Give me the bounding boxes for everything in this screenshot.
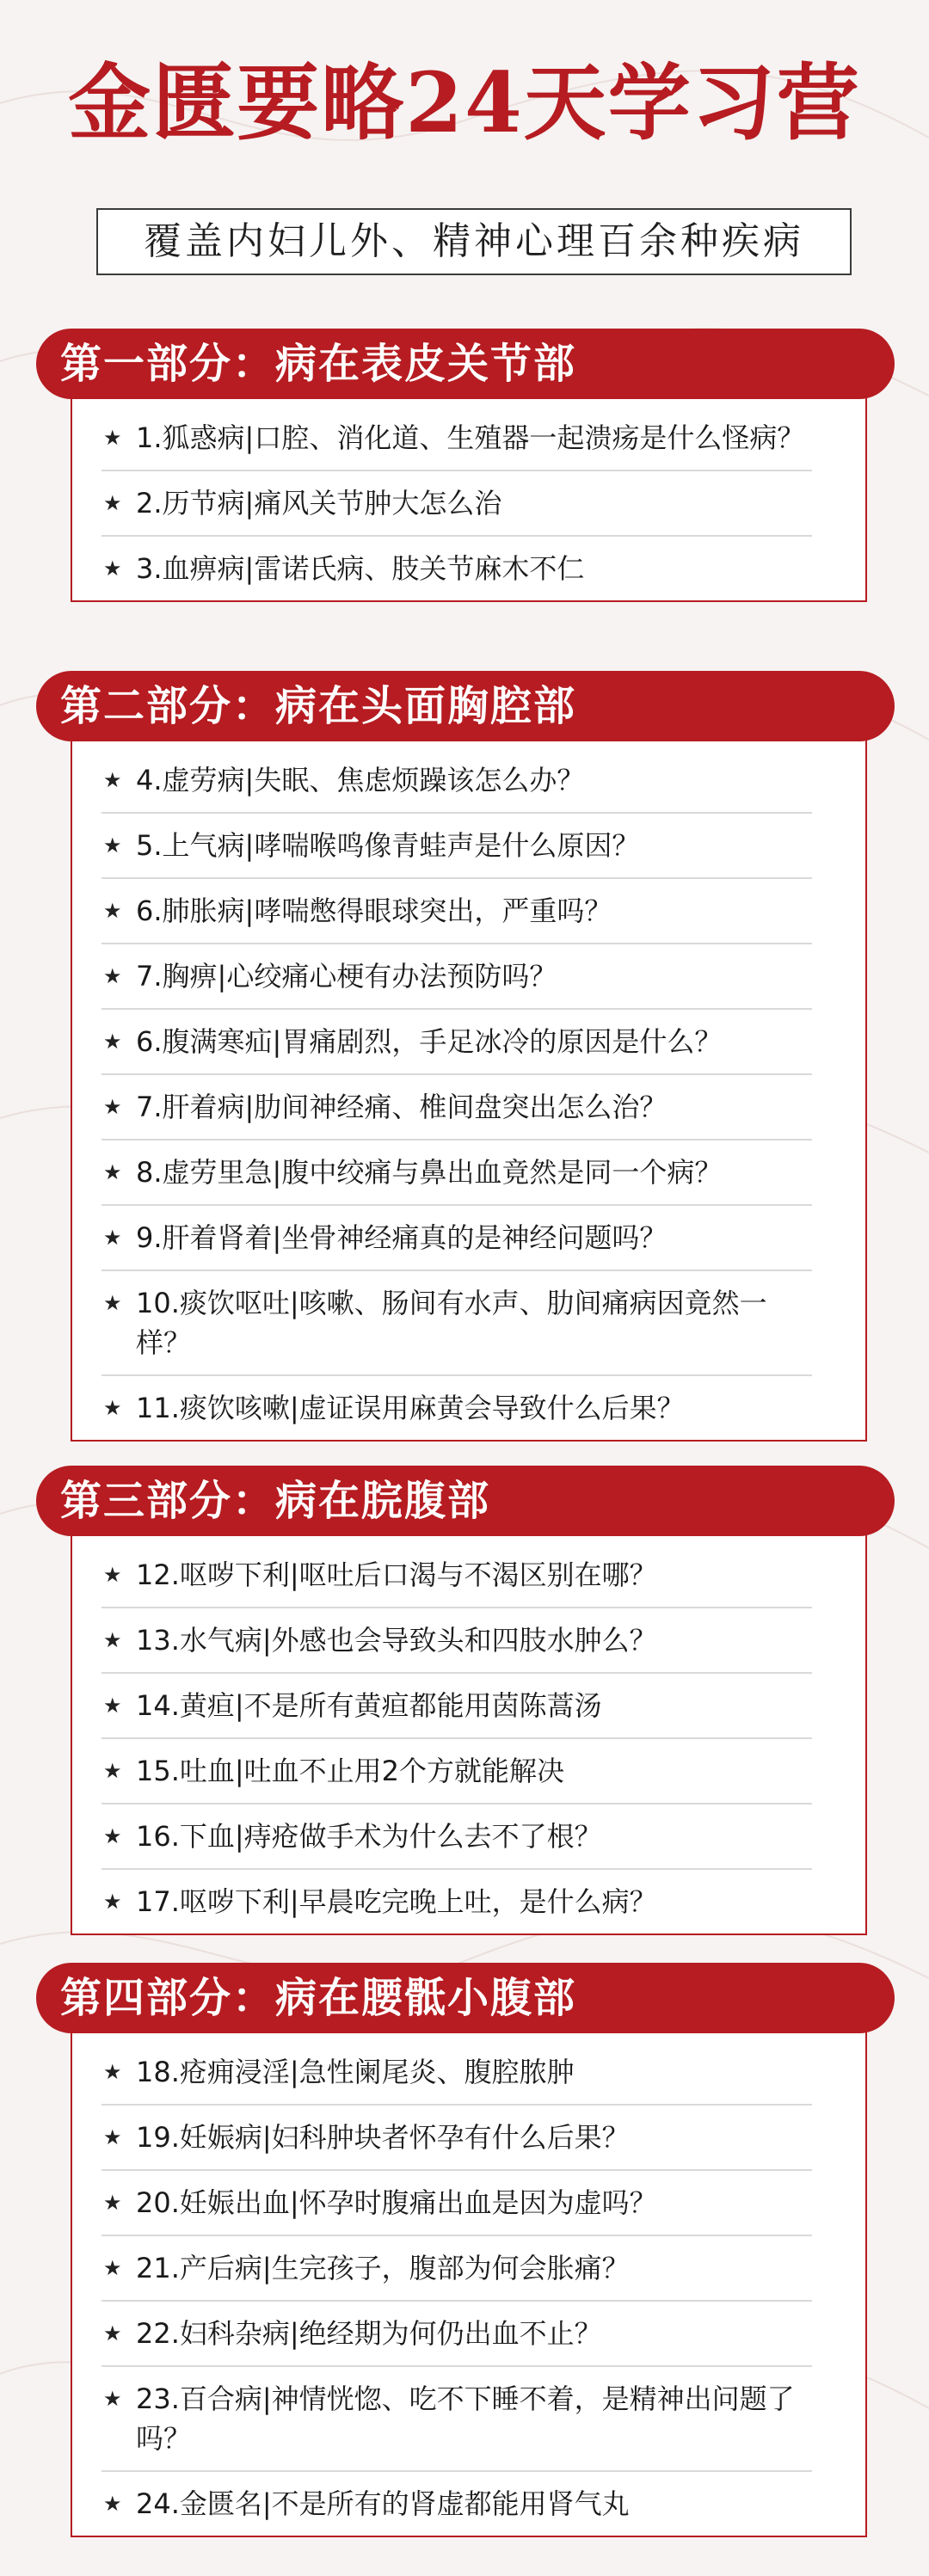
star-icon: ★: [103, 1291, 122, 1315]
list-item: [102, 748, 812, 814]
star-icon: ★: [103, 964, 122, 988]
star-icon: ★: [103, 491, 122, 515]
star-icon: ★: [103, 1628, 122, 1652]
item-text: 21.产后病|生完孩子，腹部为何会胀痛？: [136, 2252, 630, 2284]
star-icon: ★: [103, 2387, 122, 2411]
item-text: 7.胸痹|心绞痛心梗有办法预防吗？: [136, 960, 557, 993]
item-text: 6.肺胀病|哮喘憋得眼球突出，严重吗？: [136, 895, 612, 927]
item-text: 12.呕哕下利|呕吐后口渴与不渴区别在哪？: [136, 1559, 657, 1591]
item-text: 18.疮痈浸淫|急性阑尾炎、腹腔脓肿: [136, 2056, 575, 2088]
section-header: 第一部分：病在表皮关节部: [36, 329, 895, 399]
list-item: [102, 1075, 812, 1140]
item-text: 6.腹满寒疝|胃痛剧烈，手足冰冷的原因是什么？: [136, 1025, 723, 1058]
item-text: 15.吐血|吐血不止用2个方就能解决: [136, 1755, 565, 1787]
star-icon: ★: [103, 2191, 122, 2215]
item-text: 8.虚劳里急|腹中绞痛与鼻出血竟然是同一个病？: [136, 1156, 723, 1189]
section-body: [71, 721, 867, 1442]
item-text: 22.妇科杂病|绝经期为何仍出血不止？: [136, 2317, 602, 2350]
section-body: [71, 2013, 867, 2537]
star-icon: ★: [103, 2125, 122, 2149]
item-text: 10.痰饮呕吐|咳嗽、肠间有水声、肋间痛病因竟然一样？: [136, 1287, 767, 1359]
subtitle-box: 覆盖内妇儿外、精神心理百余种疾病: [96, 208, 852, 275]
item-text: 19.妊娠病|妇科肿块者怀孕有什么后果？: [136, 2121, 630, 2154]
item-text: 5.上气病|哮喘喉鸣像青蛙声是什么原因？: [136, 829, 640, 862]
list-item: [102, 1674, 812, 1739]
item-text: 23.百合病|神情恍惚、吃不下睡不着，是精神出问题了吗？: [136, 2382, 795, 2455]
item-text: 13.水气病|外感也会导致头和四肢水肿么？: [136, 1624, 657, 1657]
section-body: [71, 378, 867, 602]
star-icon: ★: [103, 426, 122, 450]
list-item: [102, 471, 812, 537]
list-item: [102, 2302, 812, 2367]
list-item: [102, 1870, 812, 1934]
list-item: [102, 537, 812, 600]
list-item: [102, 1010, 812, 1075]
star-icon: ★: [103, 1160, 122, 1184]
list-item: [102, 1376, 812, 1440]
star-icon: ★: [103, 1694, 122, 1718]
list-item: [102, 406, 812, 471]
star-icon: ★: [103, 2256, 122, 2280]
item-text: 9.肝着肾着|坐骨神经痛真的是神经问题吗？: [136, 1221, 668, 1254]
list-item: [102, 1608, 812, 1674]
list-item: [102, 2236, 812, 2302]
star-icon: ★: [103, 899, 122, 923]
star-icon: ★: [103, 1563, 122, 1587]
list-item: [102, 1271, 812, 1376]
list-item: [102, 2040, 812, 2106]
page-title: 金匮要略24天学习营: [68, 54, 861, 151]
list-item: [102, 2367, 812, 2472]
star-icon: ★: [103, 1226, 122, 1250]
list-item: [102, 1140, 812, 1206]
star-icon: ★: [103, 1824, 122, 1848]
list-item: [102, 1739, 812, 1804]
item-text: 16.下血|痔疮做手术为什么去不了根？: [136, 1820, 602, 1853]
section-header: 第三部分：病在脘腹部: [36, 1466, 895, 1536]
item-text: 1.狐惑病|口腔、消化道、生殖器一起溃疡是什么怪病？: [136, 421, 805, 454]
list-item: [102, 1804, 812, 1870]
star-icon: ★: [103, 833, 122, 858]
item-text: 4.虚劳病|失眠、焦虑烦躁该怎么办？: [136, 764, 585, 796]
list-item: [102, 1543, 812, 1608]
star-icon: ★: [103, 2492, 122, 2516]
item-text: 17.呕哕下利|早晨吃完晚上吐，是什么病？: [136, 1885, 657, 1918]
section-header: 第二部分：病在头面胸腔部: [36, 671, 895, 741]
list-item: [102, 814, 812, 879]
star-icon: ★: [103, 1030, 122, 1054]
section-header: 第四部分：病在腰骶小腹部: [36, 1963, 895, 2033]
star-icon: ★: [103, 1396, 122, 1420]
star-icon: ★: [103, 2060, 122, 2084]
item-text: 7.肝着病|肋间神经痛、椎间盘突出怎么治？: [136, 1091, 668, 1123]
list-item: [102, 2106, 812, 2171]
star-icon: ★: [103, 1759, 122, 1783]
item-text: 3.血痹病|雷诺氏病、肢关节麻木不仁: [136, 552, 585, 585]
item-text: 20.妊娠出血|怀孕时腹痛出血是因为虚吗？: [136, 2186, 657, 2219]
item-text: 24.金匮名|不是所有的肾虚都能用肾气丸: [136, 2487, 630, 2520]
star-icon: ★: [103, 556, 122, 581]
star-icon: ★: [103, 768, 122, 792]
item-text: 11.痰饮咳嗽|虚证误用麻黄会导致什么后果？: [136, 1392, 685, 1424]
list-item: [102, 1206, 812, 1271]
star-icon: ★: [103, 1095, 122, 1119]
section-body: [71, 1515, 867, 1935]
list-item: [102, 944, 812, 1010]
list-item: [102, 2171, 812, 2236]
item-text: 2.历节病|痛风关节肿大怎么治: [136, 487, 502, 520]
star-icon: ★: [103, 2321, 122, 2345]
item-text: 14.黄疸|不是所有黄疸都能用茵陈蒿汤: [136, 1689, 602, 1722]
list-item: [102, 879, 812, 944]
star-icon: ★: [103, 1890, 122, 1914]
list-item: [102, 2472, 812, 2536]
